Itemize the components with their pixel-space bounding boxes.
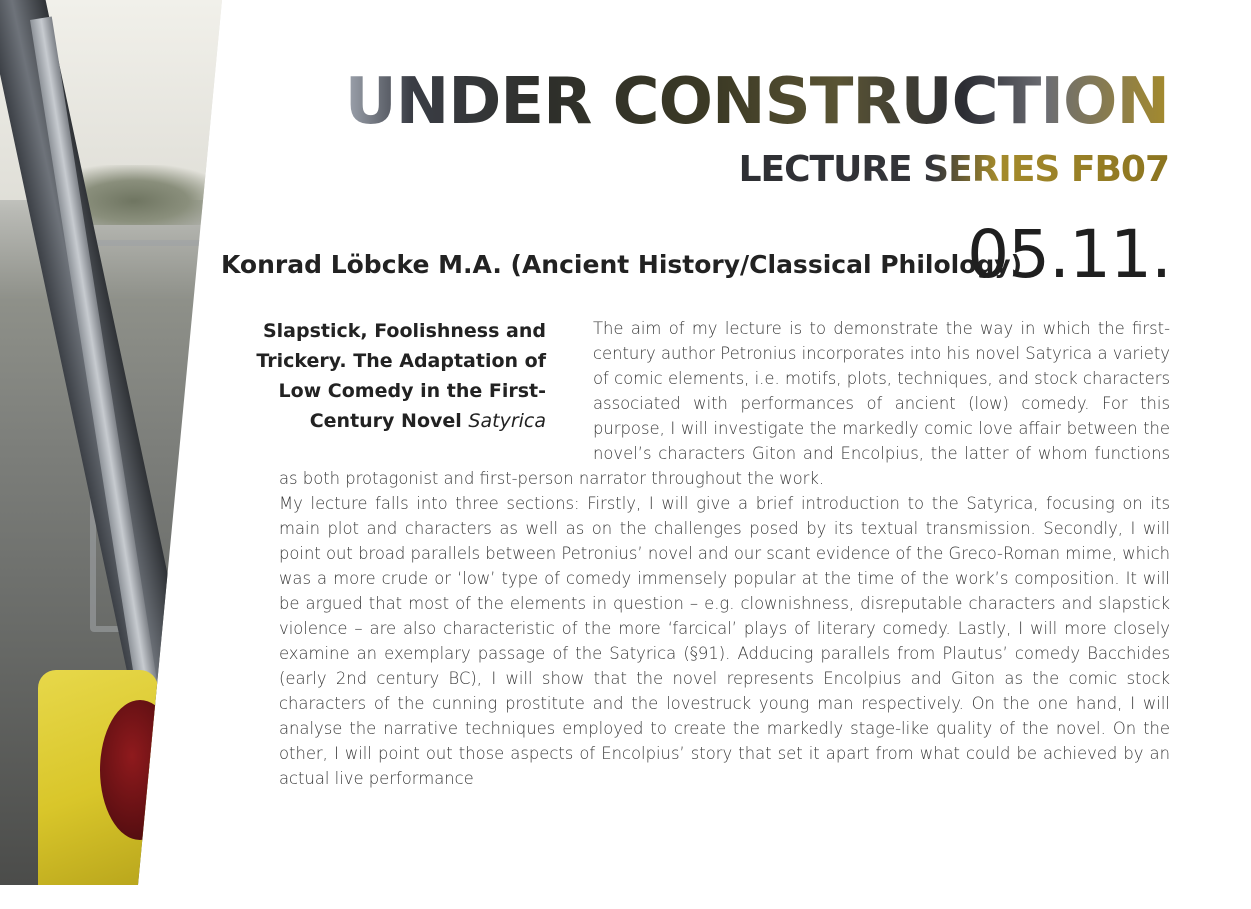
photo-trees [70,165,230,225]
lecture-title-main: Slapstick, Foolishness and Trickery. The Adaptation of Low Comedy in the First-Century Novel [256,320,546,432]
abstract [279,316,1170,791]
series-subtitle: LECTURE SERIES FB07 [738,149,1169,190]
photo-red-lamp [100,700,180,840]
series-title: UNDER CONSTRUCTION [344,65,1169,139]
abstract-paragraph-1: The aim of my lecture is to demonstrate the way in which the first-century author Petronius incorporates into his novel Satyrica a variety of comic elements, i.e. motifs, plots, techniques, and stock characters associated with performances of ancient (low) comedy. For this purpose, I will investigate the markedly comic love affair between the novel’s characters Giton and Encolpius, the latter of whom functions as both protagonist and first-person narrator throughout the work. [279,319,1170,488]
header-photo [0,0,230,885]
title-spacer [279,316,593,466]
abstract-paragraph-2: My lecture falls into three sections: Firstly, I will give a brief introduction to the Satyrica, focusing on its main plot and characters as well as on the challenges posed by its textual transmission. Secondly, I will point out broad parallels between Petronius’ novel and our scant evidence of the Greco-Roman mime, which was a more crude or ‘low’ type of comedy immensely popular at the time of the work’s composition. It will be argued that most of the elements in question – e.g. clownishness, disreputable characters and slapstick violence – are also characteristic of the more ‘farcical’ plays of literary comedy. Lastly, I will more closely examine an exemplary passage of the Satyrica (§91). Adducing parallels from Plautus’ comedy Bacchides (early 2nd century BC), I will show that the novel represents Encolpius and Giton as the comic stock characters of the cunning prostitute and the lovestruck young man respectively. On the one hand, I will analyse the narrative techniques employed to create the markedly stage-like quality of the novel. On the other, I will point out those aspects of Encolpius’ story that set it apart from what could be achieved by an actual live performance [279,494,1170,788]
lecture-date: 05.11. [967,216,1171,293]
lecture-title-italic: Satyrica [468,410,546,432]
speaker-name: Konrad Löbcke M.A. (Ancient History/Classical Philology) [221,250,1023,279]
